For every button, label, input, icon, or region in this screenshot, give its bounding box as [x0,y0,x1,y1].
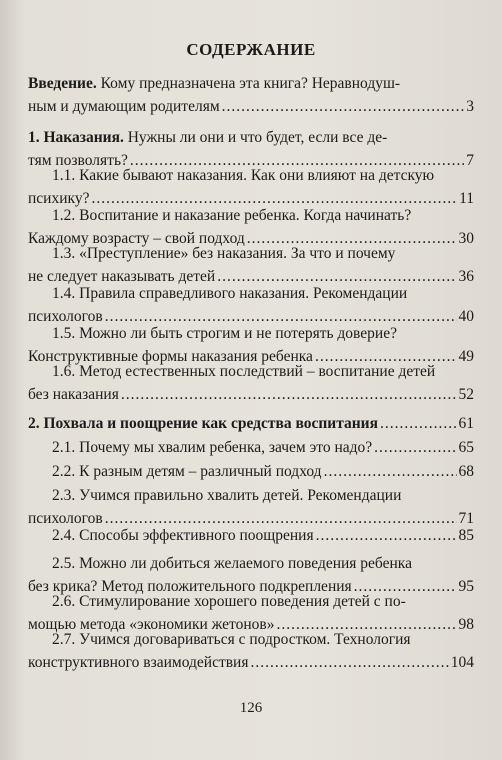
entry-page-number: 3 [466,98,474,115]
entry-page-number: 71 [458,510,474,527]
entry-page-number: 104 [450,654,474,671]
entry-text-continued: Каждому возрасту – свой подход [28,230,245,247]
toc-entry-2-7[interactable] [28,628,474,674]
entry-text-continued: конструктивного взаимодействия [28,654,249,671]
toc-entry-introduction[interactable] [28,72,474,118]
entry-text-continued: психологов [28,308,103,325]
entry-lead: Введение. [28,75,97,92]
entry-text: 1.5. Можно ли быть строгим и не потерять доверие? [52,325,397,342]
leader-dots [222,95,465,118]
entry-text: 1.4. Правила справедливого наказания. Рекомендации [52,285,408,302]
entry-text-continued: мощью метода «экономики жетонов» [28,616,275,633]
entry-page-number: 49 [458,348,474,365]
page-title: СОДЕРЖАНИЕ [186,40,316,59]
leader-dots [374,436,456,459]
entry-text: 2.3. Учимся правильно хвалить детей. Рекомендации [52,487,402,504]
entry-lead: 1. Наказания. [28,129,124,146]
entry-page-number: 30 [458,230,474,247]
entry-text-continued: ным и думающим родителям [28,98,220,115]
entry-text: 2. Похвала и поощрение как средства воспитания [28,415,378,432]
entry-text-continued: без наказания [28,386,119,403]
entry-text-continued: без крика? Метод положительного подкрепления [28,578,352,595]
entry-page-number: 68 [458,463,474,480]
leader-dots [324,460,457,483]
entry-page-number: 98 [458,616,474,633]
entry-page-number: 52 [458,386,474,403]
leader-dots [121,383,457,406]
page-number: 126 [239,700,263,716]
entry-text-continued: не следует наказывать детей [28,268,216,285]
entry-text-continued: психику? [28,190,90,207]
leader-dots [380,412,457,435]
entry-text: 1.1. Какие бывают наказания. Как они влияют на детскую [52,167,435,184]
entry-text: 2.5. Можно ли добиться желаемого поведения ребенка [52,555,412,572]
entry-text: 2.4. Способы эффективного поощрения [52,527,314,544]
entry-text: 2.7. Учимся договариваться с подростком. Технология [52,631,411,648]
entry-page-number: 61 [458,415,474,432]
entry-text: Кому предназначена эта книга? Неравнодуш- [96,75,401,92]
entry-text: 1.3. «Преступление» без наказания. За что и почему [52,245,396,262]
entry-text: 2.2. К разным детям – различный подход [52,463,322,480]
entry-page-number: 65 [458,439,474,456]
entry-page-number: 36 [458,268,474,285]
entry-page-number: 11 [459,190,474,207]
entry-text-continued: Конструктивные формы наказания ребенка [28,348,313,365]
toc-entry-chapter-2[interactable] [28,412,474,435]
entry-page-number: 95 [458,578,474,595]
entry-page-number: 7 [466,152,474,169]
entry-page-number: 85 [458,527,474,544]
toc-entry-2-1[interactable] [52,436,474,459]
entry-text-continued: психологов [28,510,103,527]
entry-text-continued: тям позволять? [28,152,128,169]
leader-dots [250,651,448,674]
leader-dots [316,524,457,547]
entry-text: 1.6. Метод естественных последствий – воспитание детей [52,363,436,380]
toc-entry-1-6[interactable] [28,360,474,406]
entry-text: 1.2. Воспитание и наказание ребенка. Когда начинать? [52,207,412,224]
entry-text: 2.6. Стимулирование хорошего поведения детей с по- [52,593,406,610]
entry-text: Нужны ли они и что будет, если все де- [123,129,388,146]
toc-entry-2-4[interactable] [52,524,474,547]
entry-page-number: 40 [458,308,474,325]
toc-entry-2-2[interactable] [52,460,474,483]
entry-text: 2.1. Почему мы хвалим ребенка, зачем это надо? [52,439,373,456]
